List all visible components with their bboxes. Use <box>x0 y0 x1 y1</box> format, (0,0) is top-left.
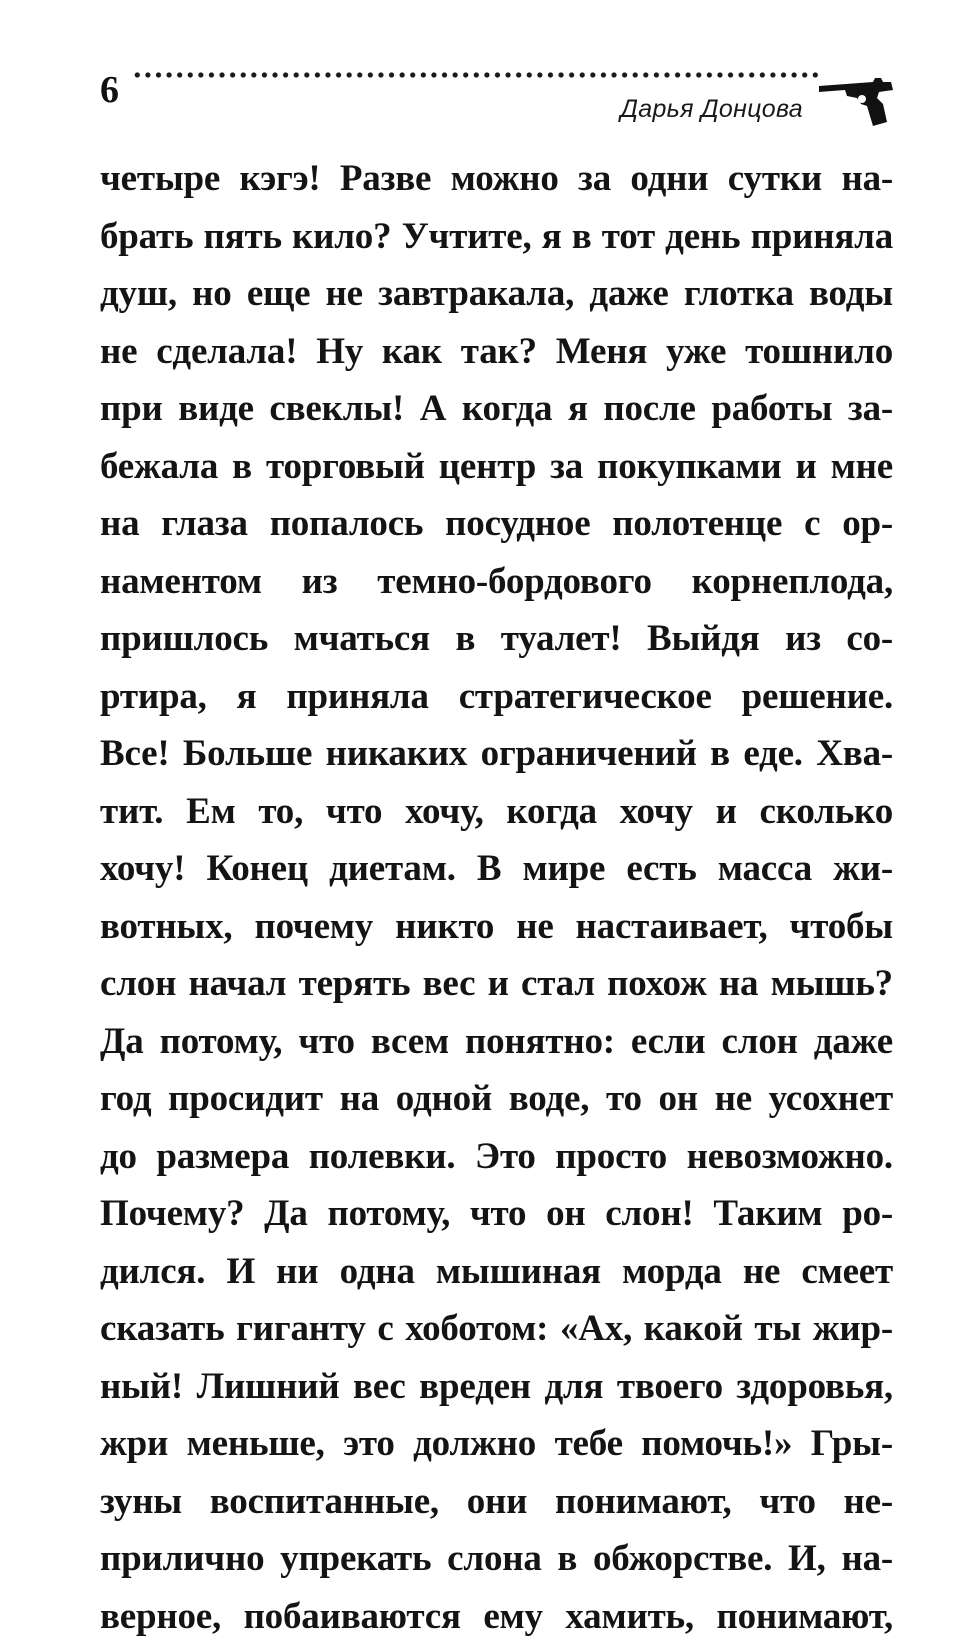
text-line: Да потому, что всем понятно: если слон даже <box>100 1013 893 1071</box>
text-line: дился. И ни одна мышиная морда не смеет <box>100 1243 893 1301</box>
text-line: слон начал терять вес и стал похож на мышь? <box>100 955 893 1013</box>
text-line: верное, побаиваются ему хамить, понимают, <box>100 1588 893 1645</box>
text-line: год просидит на одной воде, то он не усохнет <box>100 1070 893 1128</box>
text-line: не сделала! Ну как так? Меня уже тошнило <box>100 323 893 381</box>
text-line: хочу! Конец диетам. В мире есть масса жи- <box>100 840 893 898</box>
text-line: душ, но еще не завтракала, даже глотка воды <box>100 265 893 323</box>
text-line: на глаза попалось посудное полотенце с ор- <box>100 495 893 553</box>
text-line: зуны воспитанные, они понимают, что не- <box>100 1473 893 1531</box>
text-line: пришлось мчаться в туалет! Выйдя из со- <box>100 610 893 668</box>
text-line: наментом из темно-бордового корнеплода, <box>100 553 893 611</box>
page-number: 6 <box>100 68 119 112</box>
text-line: вотных, почему никто не настаивает, чтобы <box>100 898 893 956</box>
running-header <box>100 68 895 138</box>
text-line: до размера полевки. Это просто невозможно. <box>100 1128 893 1186</box>
text-line: прилично упрекать слона в обжорстве. И, на- <box>100 1530 893 1588</box>
text-line: тит. Ем то, что хочу, когда хочу и сколько <box>100 783 893 841</box>
text-line: Все! Больше никаких ограничений в еде. Хва- <box>100 725 893 783</box>
text-line: сказать гиганту с хоботом: «Ах, какой ты жир- <box>100 1300 893 1358</box>
text-line: бежала в торговый центр за покупками и мне <box>100 438 893 496</box>
text-line: ный! Лишний вес вреден для твоего здоровья, <box>100 1358 893 1416</box>
dotted-rule <box>132 68 822 82</box>
author-name: Дарья Донцова <box>620 94 803 124</box>
body-text <box>100 150 893 1645</box>
text-line: при виде свеклы! А когда я после работы за- <box>100 380 893 438</box>
text-line: брать пять кило? Учтите, я в тот день приняла <box>100 208 893 266</box>
text-line: жри меньше, это должно тебе помочь!» Гры- <box>100 1415 893 1473</box>
text-line: четыре кэгэ! Разве можно за одни сутки на- <box>100 150 893 208</box>
text-line: ртира, я приняла стратегическое решение. <box>100 668 893 726</box>
pistol-icon <box>817 76 895 128</box>
text-line: Почему? Да потому, что он слон! Таким ро- <box>100 1185 893 1243</box>
